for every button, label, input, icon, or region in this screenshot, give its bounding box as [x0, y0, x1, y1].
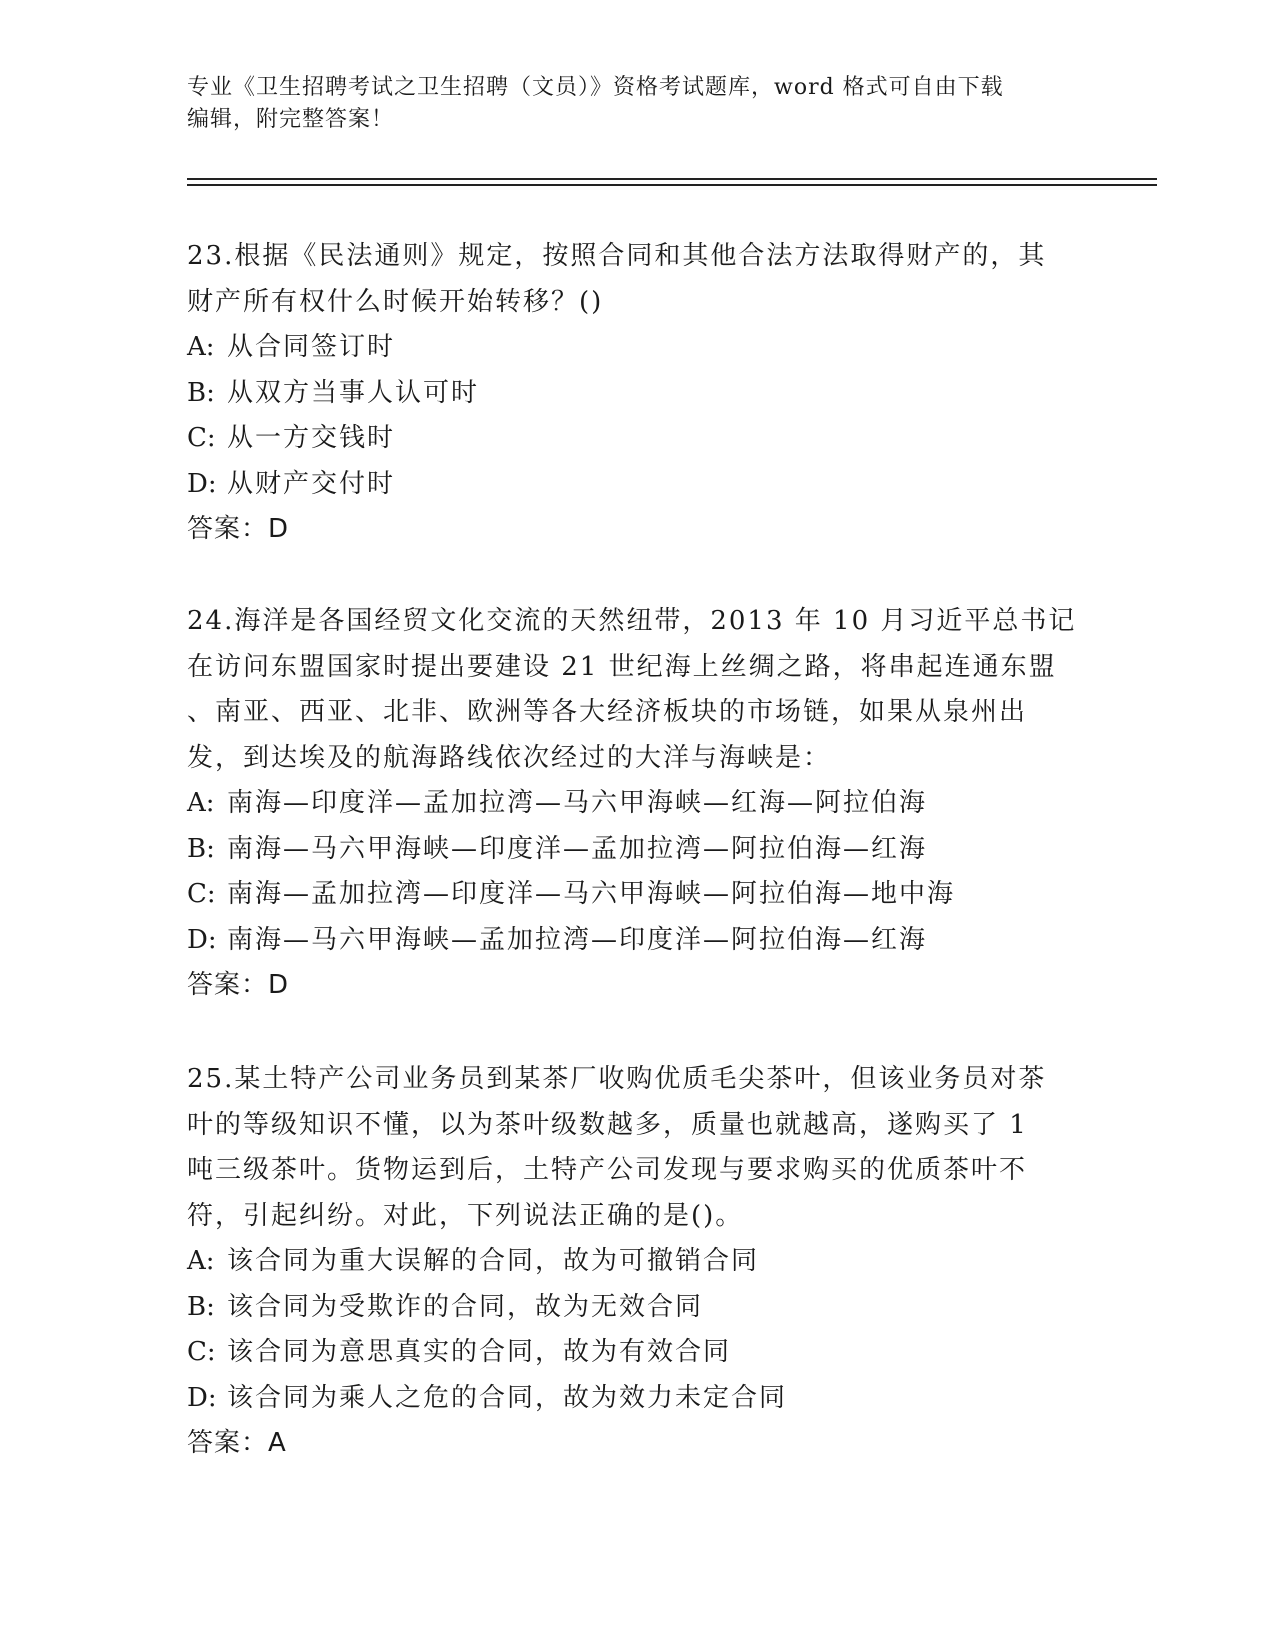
option-d: [187, 462, 1087, 508]
header-line-2: 编辑，附完整答案！: [187, 107, 395, 132]
option-text: 南海—马六甲海峡—孟加拉湾—印度洋—阿拉伯海—红海: [227, 924, 928, 955]
question-23: [187, 234, 1087, 553]
option-d: [187, 918, 1087, 964]
option-letter: B:: [187, 1291, 215, 1322]
answer-line: 答案：D: [187, 970, 290, 1000]
option-d: [187, 1376, 1087, 1422]
option-c: [187, 416, 1087, 462]
option-a: [187, 781, 1087, 827]
answer-line: 答案：D: [187, 514, 290, 544]
option-a: [187, 1239, 1087, 1285]
question-25: [187, 1057, 1087, 1467]
question-stem: [187, 234, 1087, 325]
option-letter: C:: [187, 1337, 216, 1367]
stem-line: 23.根据《民法通则》规定，按照合同和其他合法方法取得财产的，其: [187, 241, 1047, 271]
option-text: 该合同为乘人之危的合同，故为效力未定合同: [227, 1382, 788, 1413]
option-letter: A:: [187, 788, 215, 818]
option-b: [187, 371, 1087, 417]
stem-line: 叶的等级知识不懂，以为茶叶级数越多，质量也就越高，遂购买了 1: [187, 1109, 1028, 1140]
header-line-1: 专业《卫生招聘考试之卫生招聘（文员）》资格考试题库，word 格式可自由下载: [187, 75, 1004, 100]
option-c: [187, 872, 1087, 918]
option-letter: D:: [187, 924, 217, 955]
stem-line: 25.某土特产公司业务员到某茶厂收购优质毛尖茶叶，但该业务员对茶: [187, 1064, 1047, 1094]
option-text: 从双方当事人认可时: [227, 377, 480, 408]
question-24: [187, 599, 1087, 1009]
option-text: 南海—印度洋—孟加拉湾—马六甲海峡—红海—阿拉伯海: [227, 788, 928, 818]
option-text: 该合同为重大误解的合同，故为可撤销合同: [227, 1246, 760, 1276]
option-letter: B:: [187, 833, 215, 864]
option-text: 该合同为受欺诈的合同，故为无效合同: [227, 1291, 704, 1322]
option-c: [187, 1330, 1087, 1376]
option-text: 从一方交钱时: [227, 423, 396, 453]
option-text: 从合同签订时: [227, 332, 396, 362]
option-letter: D:: [187, 1382, 217, 1413]
header-divider-bottom: [187, 184, 1157, 186]
stem-line: 发，到达埃及的航海路线依次经过的大洋与海峡是：: [187, 742, 832, 773]
option-a: [187, 325, 1087, 371]
stem-line: 符，引起纠纷。对此，下列说法正确的是()。: [187, 1200, 744, 1231]
option-letter: D:: [187, 468, 217, 499]
option-b: [187, 1285, 1087, 1331]
option-b: [187, 827, 1087, 873]
stem-line: 财产所有权什么时候开始转移？(): [187, 286, 604, 317]
header-divider-top: [187, 178, 1157, 180]
option-letter: C:: [187, 423, 216, 453]
option-text: 南海—孟加拉湾—印度洋—马六甲海峡—阿拉伯海—地中海: [227, 879, 956, 909]
stem-line: 在访问东盟国家时提出要建设 21 世纪海上丝绸之路，将串起连通东盟: [187, 651, 1057, 682]
option-letter: B:: [187, 377, 215, 408]
option-letter: C:: [187, 879, 216, 909]
option-letter: A:: [187, 332, 215, 362]
option-text: 南海—马六甲海峡—印度洋—孟加拉湾—阿拉伯海—红海: [227, 833, 928, 864]
option-letter: A:: [187, 1246, 215, 1276]
option-text: 从财产交付时: [227, 468, 396, 499]
document-header: [187, 72, 1077, 136]
question-stem: [187, 1057, 1087, 1239]
stem-line: 24.海洋是各国经贸文化交流的天然纽带，2013 年 10 月习近平总书记: [187, 606, 1077, 636]
stem-line: 吨三级茶叶。货物运到后，土特产公司发现与要求购买的优质茶叶不: [187, 1155, 1028, 1185]
stem-line: 、南亚、西亚、北非、欧洲等各大经济板块的市场链，如果从泉州出: [187, 697, 1028, 727]
answer-line: 答案：A: [187, 1428, 287, 1458]
question-stem: [187, 599, 1087, 781]
option-text: 该合同为意思真实的合同，故为有效合同: [227, 1337, 732, 1367]
